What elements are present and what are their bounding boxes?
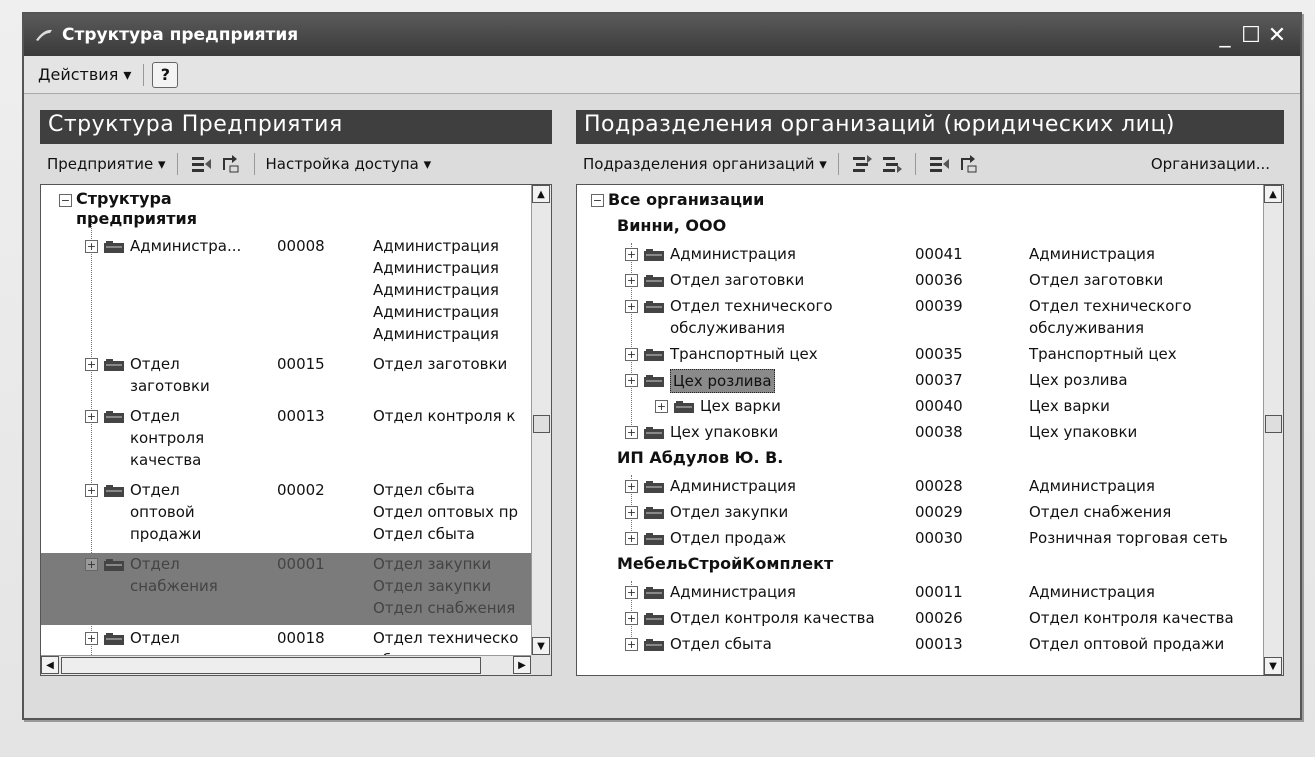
tree-row[interactable]: [577, 343, 1263, 365]
expand-icon[interactable]: +: [86, 558, 97, 571]
enterprise-structure-panel: [40, 110, 552, 676]
tree-row[interactable]: [577, 295, 1263, 339]
row-description-line: Отдел оптовой продажи: [1029, 635, 1225, 653]
scroll-thumb[interactable]: [533, 415, 550, 433]
folder-icon: [644, 507, 664, 519]
expand-icon[interactable]: +: [86, 410, 97, 423]
row-description-line: Администрация: [1029, 477, 1155, 495]
access-settings-menu[interactable]: Настройка доступа ▾: [265, 155, 432, 173]
row-description: [1029, 607, 1263, 629]
row-code: 00030: [915, 529, 963, 547]
row-code: 00029: [915, 503, 963, 521]
expand-icon[interactable]: +: [626, 248, 637, 261]
actions-menu[interactable]: Действия ▾: [38, 65, 132, 84]
tree-row[interactable]: [577, 581, 1263, 603]
scroll-corner: [531, 655, 551, 675]
window-title: Структура предприятия: [62, 25, 299, 45]
folder-icon: [644, 427, 664, 439]
row-code: 00002: [277, 481, 325, 499]
row-code: 00026: [915, 609, 963, 627]
enterprise-menu[interactable]: Предприятие ▾: [47, 155, 166, 173]
menu-separator: [143, 64, 144, 86]
row-code: 00015: [277, 355, 325, 373]
row-name: [700, 395, 781, 417]
menu-bar: [24, 56, 1300, 94]
left-horizontal-scrollbar[interactable]: [41, 655, 531, 675]
row-name: [670, 295, 833, 339]
toolbar-separator: [254, 153, 255, 175]
tree-row[interactable]: [577, 395, 1263, 417]
row-code: 00041: [915, 245, 963, 263]
row-code: 00037: [915, 371, 963, 389]
row-description: [1029, 581, 1263, 603]
tree-row[interactable]: [41, 353, 531, 397]
row-name-line: снабжения: [130, 577, 218, 595]
row-description-line: Розничная торговая сеть: [1029, 529, 1228, 547]
row-code: 00039: [915, 297, 963, 315]
row-description-line: Транспортный цех: [1029, 345, 1177, 363]
row-description: [373, 235, 531, 345]
expand-icon[interactable]: +: [626, 612, 637, 625]
row-name: [130, 479, 256, 545]
scroll-down-icon[interactable]: ▼: [532, 637, 550, 655]
row-code: 00035: [915, 345, 963, 363]
tree-root[interactable]: [59, 189, 531, 229]
row-name-line: Администрация: [670, 583, 796, 601]
folder-icon: [644, 349, 664, 361]
row-description: [1029, 421, 1263, 443]
folder-icon: [104, 411, 124, 423]
row-name-line: продажи: [130, 525, 202, 543]
toolbar-separator: [177, 153, 178, 175]
row-name-line: Отдел продаж: [670, 529, 787, 547]
row-name: [130, 553, 256, 597]
tree-row[interactable]: [577, 475, 1263, 497]
divisions-title: Подразделения организаций (юридических лиц): [576, 110, 1284, 144]
row-description: [1029, 501, 1263, 523]
row-name-line: обслуживания: [670, 319, 786, 337]
move-to-level-icon[interactable]: [218, 152, 244, 176]
row-name-line: Администрация: [670, 477, 796, 495]
toolbar-separator: [838, 153, 839, 175]
row-name-line: Отдел: [130, 481, 180, 499]
row-description-line: Администрация: [373, 325, 499, 343]
row-code: 00038: [915, 423, 963, 441]
row-description-line: Администрация: [1029, 583, 1155, 601]
enterprise-tree[interactable]: [40, 184, 552, 676]
left-vertical-scrollbar[interactable]: [531, 185, 551, 655]
folder-icon: [674, 401, 694, 413]
organizations-button[interactable]: Организации...: [1150, 155, 1270, 173]
row-description: [1029, 527, 1263, 549]
row-description-line: Отдел снабжения: [373, 599, 516, 617]
scroll-left-icon[interactable]: ◀: [41, 656, 59, 674]
folder-icon: [104, 485, 124, 497]
tree-row[interactable]: [577, 501, 1263, 523]
row-name-line: Отдел технического: [670, 297, 833, 315]
tree-row[interactable]: [41, 479, 531, 545]
expand-icon[interactable]: +: [626, 638, 637, 651]
divisions-tree-content: [577, 185, 1263, 675]
folder-icon: [644, 481, 664, 493]
collapse-icon[interactable]: −: [592, 194, 603, 207]
hierarchy-icon[interactable]: [926, 152, 952, 176]
folder-icon: [104, 633, 124, 645]
row-description: [1029, 269, 1263, 291]
row-name: [670, 243, 796, 265]
row-name: [670, 369, 775, 393]
row-name: [130, 353, 256, 397]
expand-icon[interactable]: +: [626, 374, 637, 387]
hierarchy-list-icon[interactable]: [849, 152, 875, 176]
row-description-line: Администрация: [1029, 245, 1155, 263]
folder-icon: [644, 249, 664, 261]
row-description-line: Администрация: [373, 237, 499, 255]
row-code: 00036: [915, 271, 963, 289]
row-code: 00013: [915, 635, 963, 653]
row-name: [670, 343, 818, 365]
row-name-line: качества: [130, 451, 202, 469]
row-description-line: Администрация: [373, 303, 499, 321]
row-description: [373, 353, 531, 375]
row-name-line: Цех розлива: [670, 369, 775, 393]
folder-icon: [104, 559, 124, 571]
folder-icon: [104, 359, 124, 371]
row-description-line: Цех варки: [1029, 397, 1110, 415]
row-name-line: Отдел: [130, 355, 180, 373]
row-description-line: обслуживания: [1029, 319, 1145, 337]
expand-icon[interactable]: +: [86, 240, 97, 253]
all-orgs-root[interactable]: [591, 189, 1263, 211]
tree-row[interactable]: [577, 527, 1263, 549]
row-description: [373, 479, 531, 545]
scroll-thumb-horizontal[interactable]: [61, 657, 481, 674]
row-name-line: оптовой: [130, 503, 195, 521]
scroll-thumb[interactable]: [1265, 415, 1282, 433]
row-description-line: Отдел закупки: [373, 577, 492, 595]
row-description-line: Отдел контроля качества: [1029, 609, 1234, 627]
folder-icon: [644, 613, 664, 625]
tree-row[interactable]: [41, 405, 531, 471]
scroll-right-icon[interactable]: ▶: [513, 656, 531, 674]
organization-group[interactable]: МебельСтройКомплект: [617, 554, 834, 573]
tree-root-label: Структура: [76, 189, 172, 208]
row-description: [1029, 395, 1263, 417]
organization-group[interactable]: Винни, ООО: [617, 216, 727, 235]
expand-icon[interactable]: +: [626, 506, 637, 519]
hierarchy-icon[interactable]: [188, 152, 214, 176]
folder-icon: [644, 375, 664, 387]
divisions-tree[interactable]: [576, 184, 1284, 676]
row-name-line: Цех упаковки: [670, 423, 779, 441]
row-code: 00001: [277, 555, 325, 573]
row-description-line: Цех розлива: [1029, 371, 1128, 389]
row-description-line: Отдел снабжения: [1029, 503, 1172, 521]
expand-icon[interactable]: +: [626, 532, 637, 545]
tree-row[interactable]: [41, 235, 531, 343]
close-icon[interactable]: ✕: [1267, 22, 1287, 48]
expand-icon[interactable]: +: [86, 484, 97, 497]
expand-icon[interactable]: +: [626, 300, 637, 313]
row-description: [1029, 633, 1263, 655]
tree-root-label-2: предприятия: [76, 209, 198, 228]
row-description-line: Администрация: [373, 281, 499, 299]
divisions-menu[interactable]: Подразделения организаций ▾: [583, 155, 827, 173]
expand-icon[interactable]: +: [626, 348, 637, 361]
expand-icon[interactable]: +: [626, 426, 637, 439]
row-name-line: контроля: [130, 429, 205, 447]
tree-row[interactable]: [577, 369, 1263, 393]
tree-row[interactable]: [577, 421, 1263, 443]
toolbar-separator: [915, 153, 916, 175]
title-bar: [24, 14, 1300, 56]
enterprise-structure-title: Структура Предприятия: [40, 110, 552, 144]
folder-icon: [104, 241, 124, 253]
row-name-line: Цех варки: [700, 397, 781, 415]
hierarchy-view-icon[interactable]: [879, 152, 905, 176]
row-description: [373, 553, 531, 619]
row-description-line: Отдел заготовки: [1029, 271, 1164, 289]
organization-group[interactable]: ИП Абдулов Ю. В.: [617, 448, 784, 467]
scroll-down-icon[interactable]: ▼: [1264, 657, 1282, 675]
scroll-up-icon[interactable]: ▲: [532, 185, 550, 203]
folder-icon: [644, 533, 664, 545]
row-name-line: Отдел: [130, 555, 180, 573]
row-description-line: Отдел закупки: [373, 555, 492, 573]
row-description-line: Администрация: [373, 259, 499, 277]
expand-icon[interactable]: +: [86, 632, 97, 645]
left-toolbar: [40, 144, 552, 184]
expand-icon[interactable]: +: [656, 400, 667, 413]
expand-icon[interactable]: +: [626, 274, 637, 287]
row-description: [1029, 343, 1263, 365]
row-name-line: Отдел контроля качества: [670, 609, 875, 627]
minimize-icon[interactable]: _: [1219, 22, 1231, 48]
row-code: 00013: [277, 407, 325, 425]
row-name: [670, 475, 796, 497]
row-description-line: Отдел оптовых пр: [373, 503, 519, 521]
collapse-icon[interactable]: −: [60, 194, 71, 207]
expand-icon[interactable]: +: [86, 358, 97, 371]
right-vertical-scrollbar[interactable]: [1263, 185, 1283, 675]
tree-row[interactable]: [41, 553, 531, 625]
row-name: [670, 633, 772, 655]
row-code: 00008: [277, 237, 325, 255]
divisions-panel: [576, 110, 1284, 676]
tree-row[interactable]: [577, 269, 1263, 291]
folder-icon: [644, 301, 664, 313]
row-name: [670, 607, 875, 629]
row-name: [130, 405, 256, 471]
row-description-line: Отдел сбыта: [373, 481, 475, 499]
expand-icon[interactable]: +: [626, 480, 637, 493]
row-name-line: Отдел: [130, 629, 180, 647]
folder-icon: [644, 587, 664, 599]
tree-row[interactable]: [577, 243, 1263, 265]
help-button[interactable]: ?: [152, 62, 178, 88]
row-name-line: Администрация: [670, 245, 796, 263]
tree-row[interactable]: [577, 633, 1263, 655]
row-name: [670, 269, 804, 291]
row-name-line: заготовки: [130, 377, 210, 395]
all-orgs-label: Все организации: [608, 190, 765, 209]
row-name: [670, 527, 786, 549]
row-description: [1029, 475, 1263, 497]
enterprise-tree-content: [41, 185, 531, 655]
row-description: [1029, 295, 1263, 339]
row-description: [373, 405, 531, 427]
row-description-line: Цех упаковки: [1029, 423, 1138, 441]
row-description: [1029, 369, 1263, 391]
row-code: 00011: [915, 583, 963, 601]
scroll-up-icon[interactable]: ▲: [1264, 185, 1282, 203]
row-name-line: Администра...: [130, 237, 242, 255]
row-name: [670, 421, 778, 443]
row-name-line: Отдел закупки: [670, 503, 789, 521]
row-description-line: Отдел сбыта: [373, 525, 475, 543]
row-description: [1029, 243, 1263, 265]
tree-row[interactable]: [577, 607, 1263, 629]
maximize-icon[interactable]: ☐: [1241, 22, 1261, 48]
row-description-line: Отдел заготовки: [373, 355, 508, 373]
folder-icon: [644, 639, 664, 651]
row-code: 00018: [277, 629, 325, 647]
move-to-level-icon[interactable]: [956, 152, 982, 176]
row-name: [130, 235, 256, 257]
row-code: 00040: [915, 397, 963, 415]
row-name-line: Отдел сбыта: [670, 635, 772, 653]
row-name-line: Отдел заготовки: [670, 271, 805, 289]
row-name: [670, 581, 796, 603]
row-code: 00028: [915, 477, 963, 495]
expand-icon[interactable]: +: [626, 586, 637, 599]
row-description-line: Отдел технического: [1029, 297, 1192, 315]
folder-icon: [644, 275, 664, 287]
right-toolbar: [576, 144, 1284, 184]
app-icon: [34, 27, 54, 43]
row-name-line: Транспортный цех: [670, 345, 818, 363]
row-description-line: Отдел контроля к: [373, 407, 516, 425]
row-name-line: Отдел: [130, 407, 180, 425]
row-description-line: Отдел техническо: [373, 629, 519, 647]
row-name: [670, 501, 788, 523]
